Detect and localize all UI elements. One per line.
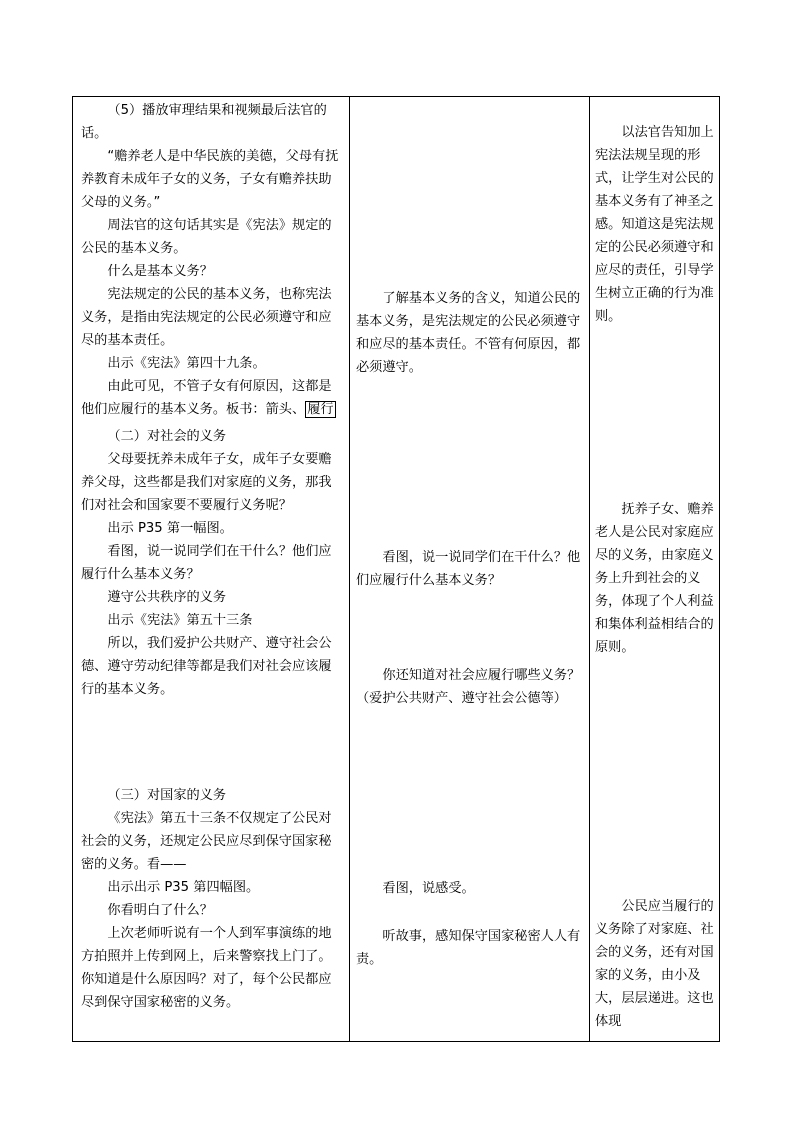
col2-para-3 (356, 664, 583, 710)
paragraph: 所以，我们爱护公共财产、遵守社会公德、遵守劳动纪律等都是我们对社会应该履行的基本义务。 (81, 636, 332, 697)
paragraph: 什么是基本义务？ (107, 264, 213, 279)
col3-para-2 (595, 498, 717, 659)
paragraph: 上次老师听说有一个人到军事演练的地方拍照并上传到网上，后来警察找上门了。你知道是什么原因吗？对了，每个公民都应尽到保守国家秘密的义务。 (81, 926, 332, 1010)
paragraph: 了解基本义务的含义，知道公民的基本义务，是宪法规定的公民必须遵守和应尽的基本责任。不管有何原因，都必须遵守。 (356, 291, 581, 375)
paragraph: 出示《宪法》第四十九条。 (107, 356, 266, 371)
paragraph: 抚养子女、赡养老人是公民对家庭应尽的义务，由家庭义务上升到社会的义务，体现了个人利益和集体利益相结合的原则。 (595, 502, 714, 655)
paragraph: （5）播放审理结果和视频最后法官的话。 (81, 103, 327, 141)
paragraph-text: 由此可见，不管子女有何原因，这都是他们应履行的基本义务。板书：箭头、 (81, 379, 332, 417)
boxed-blackboard-word: 履行 (307, 402, 334, 417)
paragraph: 公民应当履行的义务除了对家庭、社会的义务，还有对国家的义务，由小及大，层层递进。这也体现 (595, 899, 714, 1029)
paragraph (81, 375, 343, 421)
paragraph: 出示出示 P35 第四幅图。 (107, 880, 260, 895)
col2-para-2 (356, 546, 583, 592)
section-heading: （三）对国家的义务 (107, 788, 227, 803)
section-heading: （二）对社会的义务 (107, 429, 227, 444)
paragraph: 以法官告知加上宪法法规呈现的形式，让学生对公民的基本义务有了神圣之感。知道这是宪法规定的公民必须遵守和应尽的责任，引导学生树立正确的行为准则。 (595, 125, 714, 324)
column-divider-1 (349, 97, 350, 1041)
col1-block1 (81, 99, 343, 421)
paragraph: 遵守公共秩序的义务 (107, 590, 227, 605)
col2-para-1 (356, 287, 583, 379)
paragraph: “赡养老人是中华民族的美德，父母有抚养教育未成年子女的义务，子女有赡养扶助父母的义务。” (81, 149, 339, 210)
paragraph: 看图，说感受。 (382, 881, 475, 896)
col3-para-1 (595, 121, 717, 328)
col2-para-4 (356, 877, 583, 900)
paragraph: 看图，说一说同学们在干什么？他们应履行什么基本义务？ (81, 544, 332, 582)
paragraph: 看图，说一说同学们在干什么？他们应履行什么基本义务？ (356, 550, 581, 588)
col2-para-5 (356, 925, 583, 971)
col1-block2 (81, 425, 343, 701)
paragraph: 出示《宪法》第五十三条 (107, 613, 253, 628)
paragraph: 听故事，感知保守国家秘密人人有责。 (356, 929, 581, 967)
paragraph: 周法官的这句话其实是《宪法》规定的公民的基本义务。 (81, 218, 332, 256)
paragraph: 《宪法》第五十三条不仅规定了公民对社会的义务，还规定公民应尽到保守国家秘密的义务。看—— (81, 811, 332, 872)
paragraph: 你还知道对社会应履行哪些义务？（爱护公共财产、遵守社会公德等） (356, 668, 581, 706)
col3-para-3 (595, 895, 717, 1033)
lesson-table (72, 96, 720, 1042)
col1-block3 (81, 784, 343, 1014)
column-divider-2 (589, 97, 590, 1041)
paragraph: 你看明白了什么？ (107, 903, 213, 918)
paragraph: 宪法规定的公民的基本义务，也称宪法义务，是指由宪法规定的公民必须遵守和应尽的基本责任。 (81, 287, 332, 348)
paragraph: 出示 P35 第一幅图。 (107, 521, 233, 536)
paragraph: 父母要抚养未成年子女，成年子女要赡养父母，这些都是我们对家庭的义务，那我们对社会和国家要不要履行义务呢？ (81, 452, 332, 513)
